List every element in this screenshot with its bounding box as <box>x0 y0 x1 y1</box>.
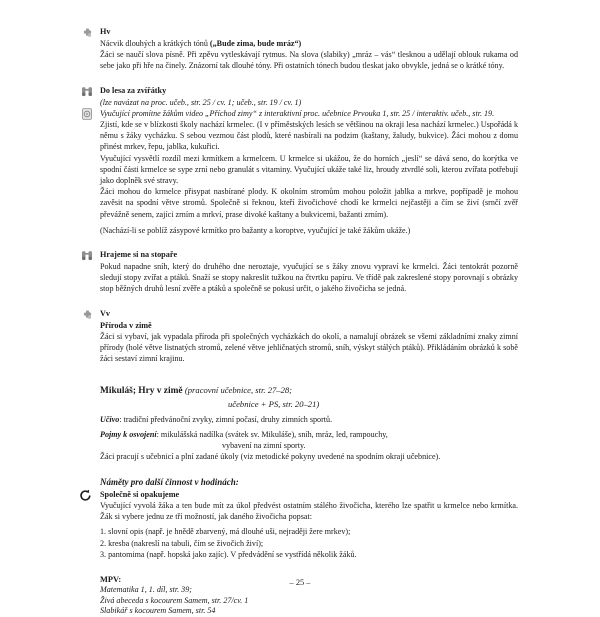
binoculars-icon <box>78 250 96 261</box>
binoculars-icon <box>78 86 96 97</box>
lead-bold: („Bude zima, bude mráz“) <box>209 39 302 48</box>
puzzle-icon <box>78 310 96 321</box>
mpv-line: Slabikář s kocourem Samem, str. 54 <box>100 606 216 616</box>
page-number <box>0 578 600 587</box>
section-hv <box>100 26 518 72</box>
block-namety <box>100 476 518 561</box>
mikulas-title-italic: (pracovní učebnice, str. 27–28; <box>184 385 293 396</box>
section-body: Pokud napadne sníh, který do druhého dne neroztaje, vyučující se s žáky znovu vypraví ke krmelci. Žáci tentokrát pozorně sledují stopy zvířat a ptáků. Snaží se stopy nakreslit tužkou na čtvrtku papíru. Ve třídě pak zakreslené stopy porovnají s obrázky stop běžných druhů lesní zvěře a ptáků a společně se pokusí určit, o jakého živočicha se jedná. <box>100 262 518 294</box>
puzzle-icon <box>78 28 96 39</box>
list-item: 3. pantomima (např. hopská jako zajíc). V předvádění se vystřídá několik žáků. <box>100 550 357 560</box>
block-mikulas <box>100 384 518 463</box>
section-heading: Do lesa za zvířátky <box>100 85 167 95</box>
mikulas-title-bold: Mikuláš; Hry v zimě <box>100 386 183 397</box>
mpv-line: Matematika 1, 1. díl, str. 39; <box>100 584 192 594</box>
namety-body: Vyučující vyvolá žáka a ten bude mít za úkol předvést ostatním stálého živočicha, kterého lze spatřit u krmelce nebo krmítka. Žák si vybere jednu ze tří možností, jak daného živočicha popsat: <box>100 500 518 522</box>
media-disc-icon <box>78 108 96 120</box>
namety-heading-text: Náměty pro další činnost v hodinách <box>100 476 236 487</box>
section-lead <box>100 38 518 49</box>
section-paragraph: (Nachází-li se poblíž zásypové krmítko pro bažanty a koroptve, vyučující je také žákům ukáže.) <box>100 225 411 235</box>
ucivo-text: : tradiční předvánoční zvyky, zimní počasí, druhy zimních sportů. <box>119 415 333 425</box>
section-hrajeme-si-na-stopare <box>100 249 518 295</box>
lead-plain: Nácvik dlouhých a krátkých tónů <box>100 39 210 48</box>
section-paragraph: Žáci mohou do krmelce přisypat nasbírané plody. K okolním stromům mohou položit jablka a mrkve, popřípadě je mohou zavěsit na spodní větve stromů. Společně si řeknou, kteří živočichové chodí ke krmelci nejčastěji a čím se živí (srnčí zvěř převážně senem, zajíci zrním a mrkví, prase divoké kaštany a bukvicemi, bažanti zrním). <box>100 187 518 219</box>
mpv-line: Živá abeceda s kocourem Samem, str. 27/cv. 1 <box>100 595 249 605</box>
mikulas-ucivo <box>100 414 518 425</box>
namety-subheading: Společně si opakujeme <box>100 489 180 499</box>
section-body: Žáci si vybaví, jak vypadala příroda při společných vycházkách do okolí, a namalují obrázek se všemi základními znaky zimní přírody (holé větve listnatých stromů, zelené větve jehličnatých stromů, sníh, výskyt stálých ptáků). Přikládáním obrázků k sobě žáci sestaví zimní krajinu. <box>100 331 518 364</box>
list-item: 1. slovní opis (např. je hnědě zbarvený, má dlouhé uši, nejraději žere mrkev); <box>100 527 351 537</box>
namety-heading: Náměty pro další činnost v hodinách: <box>100 476 239 487</box>
section-vv <box>100 308 518 365</box>
refresh-repeat-icon <box>76 489 94 502</box>
section-paragraph: Zjistí, kde se v blízkosti školy nachází krmelec. (I v příměstských lesích se většinou na okraji lesa nachází krmelec.) Uspořádá k němu s žáky vycházku. S sebou vezmou část plodů, které nasbírali na podzim (kaštany, žaludy, bukvice). Žáci mohou z domu přinést mrkev, řepu, jablka, kukuřici. <box>100 120 518 152</box>
mikulas-subtitle: učebnice + PS, str. 20–21) <box>228 399 320 410</box>
mikulas-title <box>100 384 518 398</box>
mpv-label: MPV: <box>100 574 122 584</box>
mikulas-pojmy <box>100 429 518 440</box>
mikulas-work-text: Žáci pracují s učebnicí a plní zadané úkoly (viz metodické pokyny uvedené na spodním okraji učebnice). <box>100 452 441 462</box>
section-do-lesa-za-zviratky <box>100 85 518 236</box>
pojmy-continuation: vybavení na zimní sporty. <box>222 441 306 451</box>
section-reference-note: (lze navázat na proc. učeb., str. 25 / cv. 1; učeb., str. 19 / cv. 1) <box>100 97 302 107</box>
section-paragraph: Vyučující vysvětlí rozdíl mezi krmítkem a krmelcem. U krmelce si ukážou, že do horních „jeslí“ se dává seno, do korýtka ve spodní části krmelce se sype zrní nebo granulát s vitaminy. Vyučující ukáže také liz, hroudy ztvrdlé soli, kterou zvířata potřebují jako doplněk své stravy. <box>100 153 518 186</box>
page-number-text: – 25 – <box>289 578 311 587</box>
namety-options-list <box>100 526 518 560</box>
section-heading: Hrajeme si na stopaře <box>100 250 178 260</box>
list-item: 2. kresba (nakreslí na tabuli, čím se živočich živí); <box>100 538 264 548</box>
section-body: Žáci se naučí slova písně. Při zpěvu vytleskávají rytmus. Na slova (slabiky) „mráz – vás“ tlesknou a udělají oblouk rukama od sebe jako při hře na činely. Znázorní tak dlouhé tóny. Při ostatních tónech budou tleskat jako obvykle, jedná se o krátké tóny. <box>100 50 518 71</box>
pojmy-text: : mikulášská nadílka (svátek sv. Mikuláše), sníh, mráz, led, rampouchy, <box>156 429 388 439</box>
ucivo-label: Učivo <box>100 415 120 425</box>
section-heading: Hv <box>100 27 111 36</box>
pojmy-label: Pojmy k osvojení <box>100 429 157 439</box>
section-heading: Vv <box>100 308 111 318</box>
mpv-label-text: MPV <box>100 574 119 584</box>
section-video-text: Vyučující promítne žákům video „Příchod zimy“ z interaktivní proc. učebnice Prvouka 1, str. 25 / interaktiv. učeb., str. 19. <box>100 108 495 118</box>
section-subheading: Příroda v zimě <box>100 320 152 330</box>
